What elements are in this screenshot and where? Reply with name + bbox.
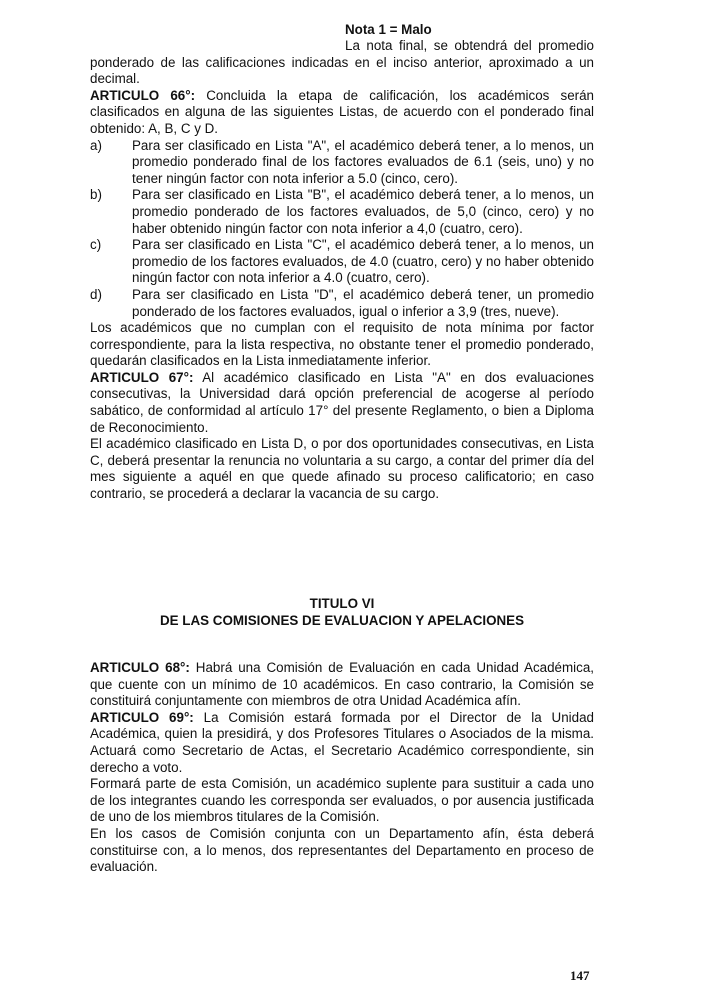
list-item-b bbox=[90, 187, 594, 237]
list-item-c bbox=[90, 237, 594, 287]
article-67-text: Al académico clasificado en Lista "A" en dos evaluaciones consecutivas, la Universidad dará opción preferencial de acogerse al período sabático, de conformidad al artículo 17° del presente Reglamento, o bien a Diploma de Reconocimiento. bbox=[90, 369, 595, 435]
section-title bbox=[90, 596, 594, 629]
list-item-text: Para ser clasificado en Lista "A", el académico deberá tener, a lo menos, un promedio ponderado final de los factores evaluados de 6.1 (seis, uno) y no tener ningún factor con nota inferior a 5.0 (cinco, cero). bbox=[132, 137, 594, 186]
article-66-paragraph bbox=[90, 88, 594, 138]
article-68-text: Habrá una Comisión de Evaluación en cada Unidad Académica, que cuente con un mínimo de 10 académicos. En caso contrario, la Comisión se constituirá conjuntamente con miembros de otra Unidad Académica afín. bbox=[90, 660, 594, 709]
list-item-a bbox=[90, 138, 594, 188]
article-66-heading: ARTICULO 66°: bbox=[90, 87, 196, 103]
list-item-label: a) bbox=[90, 137, 102, 153]
page-number: 147 bbox=[570, 968, 590, 983]
nota-1-line: Nota 1 = Malo bbox=[345, 22, 432, 37]
article-69-text: La Comisión estará formada por el Director de la Unidad Académica, quien la presidirá, y dos Profesores Titulares o Asociados de la misma. Actuará como Secretario de Actas, el Secretario Académico correspondiente, sin derecho a voto. bbox=[90, 709, 594, 775]
article-68-heading: ARTICULO 68°: bbox=[90, 660, 190, 675]
intro-paragraph: La nota final, se obtendrá del promedio ponderado de las calificaciones indicadas en el inciso anterior, aproximado a un decimal. bbox=[90, 38, 594, 87]
titulo-number: TITULO VI bbox=[309, 596, 375, 611]
list-item-text: Para ser clasificado en Lista "C", el académico deberá tener, a lo menos, un promedio de los factores evaluados, de 4.0 (cuatro, cero) y no haber obtenido ningún factor con nota inferior a 4.0 (cuatro, cero). bbox=[132, 237, 594, 286]
titulo-name: DE LAS COMISIONES DE EVALUACION Y APELACIONES bbox=[159, 612, 525, 628]
list-item-label: b) bbox=[90, 187, 102, 203]
article-67-heading: ARTICULO 67°: bbox=[90, 369, 194, 385]
article-66-text: Concluida la etapa de calificación, los académicos serán clasificados en alguna de las siguientes Listas, de acuerdo con el ponderado final obtenido: A, B, C y D. bbox=[90, 87, 594, 136]
list-item-text: Para ser clasificado en Lista "D", el académico deberá tener, un promedio ponderado de los factores evaluados, igual o inferior a 3,9 (tres, nueve). bbox=[132, 286, 594, 319]
article-69-second-paragraph: Formará parte de esta Comisión, un académico suplente para sustituir a cada uno de los integrantes cuando les corresponda ser evaluados, o por ausencia justificada de uno de los miembros titulares de la Comisión. bbox=[90, 776, 594, 825]
lower-section bbox=[90, 660, 594, 876]
article-67-paragraph bbox=[90, 370, 594, 436]
list-item-d bbox=[90, 287, 594, 320]
article-66-closing: Los académicos que no cumplan con el requisito de nota mínima por factor correspondiente, para la lista respectiva, no obstante tener el promedio ponderado, quedarán clasificados en la Lista inmediatamente inferior. bbox=[90, 320, 594, 369]
list-item-label: c) bbox=[90, 237, 102, 253]
article-68-paragraph bbox=[90, 660, 594, 710]
list-item-label: d) bbox=[90, 286, 102, 302]
upper-section bbox=[90, 38, 594, 503]
article-69-paragraph bbox=[90, 710, 594, 776]
article-67-second-paragraph: El académico clasificado en Lista D, o por dos oportunidades consecutivas, en Lista C, deberá presentar la renuncia no voluntaria a su cargo, a contar del primer día del mes siguiente a aquél en que quede afinado su proceso calificatorio; en caso contrario, se procederá a declarar la vacancia de su cargo. bbox=[90, 436, 594, 502]
article-69-heading: ARTICULO 69°: bbox=[90, 709, 194, 725]
article-69-third-paragraph: En los casos de Comisión conjunta con un Departamento afín, ésta deberá constituirse con, a lo menos, dos representantes del Departamento en proceso de evaluación. bbox=[90, 825, 594, 875]
list-item-text: Para ser clasificado en Lista "B", el académico deberá tener, a lo menos, un promedio ponderado de los factores evaluados, de 5,0 (cinco, cero) y no haber obtenido ningún factor con nota inferior a 4,0 (cuatro, cero). bbox=[132, 187, 594, 236]
